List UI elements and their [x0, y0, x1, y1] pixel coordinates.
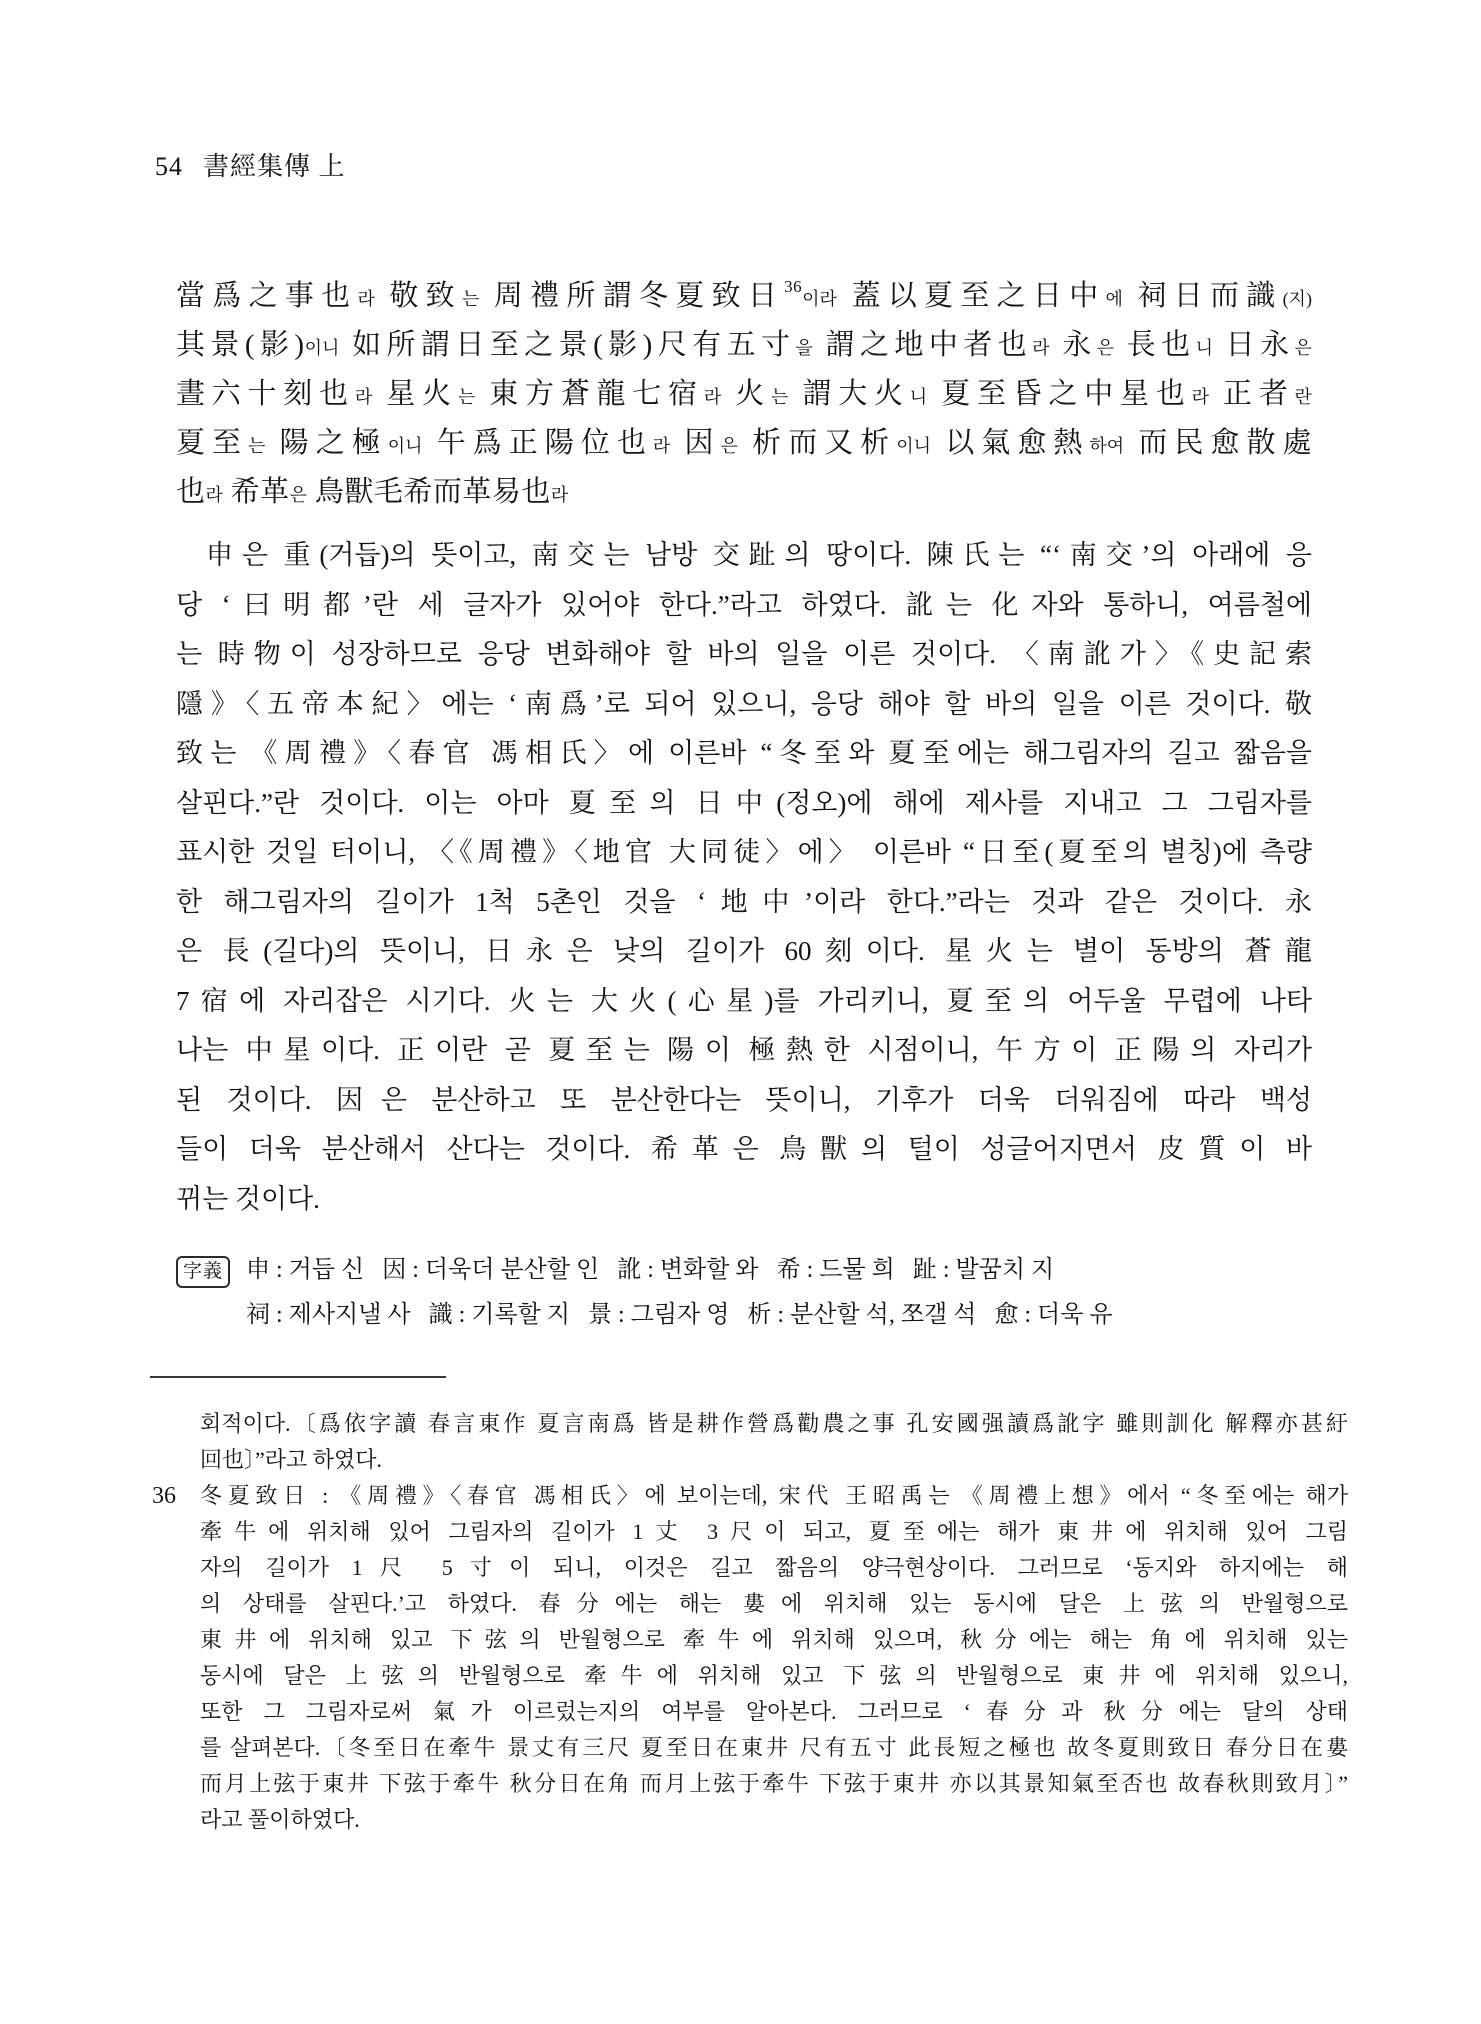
reading-annotation: 이니 — [387, 436, 423, 456]
reading-annotation: 는 — [771, 387, 789, 407]
glossary-label-box: 字義 — [176, 1256, 230, 1288]
footnote-number: 36 — [152, 1483, 176, 1509]
text-line: 회적이다.〔爲依字讀 春言東作 夏言南爲 皆是耕作營爲勸農之事 孔安國强讀爲訛字 雖則訓化 解釋亦甚紆 — [200, 1411, 1348, 1436]
text-line: 隱》〈五帝本紀〉에는 ‘南爲’로 되어 있으니, 응당 해야 할 바의 일을 이른 것이다. 敬 — [176, 688, 1312, 719]
reading-annotation: 니 — [1195, 338, 1213, 358]
reading-annotation: 하여 — [1089, 436, 1125, 456]
reading-annotation: 는 — [461, 289, 480, 309]
text-line: 夏至는 陽之極이니 午爲正陽位也라 因은 析而又析이니 以氣愈熱하여 而民愈散處 — [176, 427, 1312, 459]
footnote-continuation-block — [200, 1406, 1348, 1478]
text-line: 은 長(길다)의 뜻이니, 日永은 낮의 길이가 60刻이다. 星火는 별이 동방의 蒼龍 — [176, 936, 1312, 966]
footnote-36-text — [200, 1478, 1348, 1838]
text-line: 나는 中星이다. 正이란 곧 夏至는 陽이 極熱한 시점이니, 午方이 正陽의 자리가 — [176, 1035, 1312, 1065]
character-glossary-section — [176, 1248, 1316, 1338]
text-line: 의 상태를 살핀다.’고 하였다. 春分에는 해는 婁에 위치해 있는 동시에 달은 上弦의 반월형으로 — [200, 1591, 1348, 1616]
text-line: 표시한 것일 터이니, 〈《周禮》〈地官 大同徒〉에〉 이른바 “日至(夏至의 별칭)에 측량 — [176, 837, 1312, 867]
text-line: 또한 그 그림자로써 氣가 이르렀는지의 여부를 알아본다. 그러므로 ‘春分과 秋分에는 달의 상태 — [200, 1699, 1348, 1724]
reading-annotation: 라 — [354, 387, 373, 407]
reading-annotation: 은 — [720, 436, 738, 456]
book-title: 書經集傳 上 — [203, 152, 346, 181]
text-line: 는 時物이 성장하므로 응당 변화해야 할 바의 일을 이른 것이다. 〈南訛가〉《史記索 — [176, 639, 1312, 669]
reading-annotation: 은 — [289, 485, 308, 505]
reading-annotation: 란 — [1294, 387, 1312, 407]
footnote-ref: 36 — [784, 277, 803, 297]
footnote-separator-rule — [150, 1376, 446, 1378]
reading-annotation: 이니 — [896, 436, 932, 456]
text-line: 牽牛에 위치해 있어 그림자의 길이가 1丈 3尺이 되고, 夏至에는 해가 東井에 위치해 있어 그림 — [200, 1519, 1348, 1544]
text-line: 當爲之事也라 敬致는 周禮所謂冬夏致日$^{36}$이라 蓋以夏至之日中에 祠日而識(지) — [176, 277, 1312, 312]
reading-annotation: 이라 — [802, 289, 837, 309]
text-line: 당 ‘曰明都’란 세 글자가 있어야 한다.”라고 하였다. 訛는 化자와 통하니, 여름철에 — [176, 589, 1312, 620]
text-line: 回也〕”라고 하였다. — [200, 1447, 383, 1472]
text-line: 申은 重(거듭)의 뜻이고, 南交는 남방 交趾의 땅이다. 陳氏는 “‘南交’의 아래에 응 — [206, 540, 1312, 570]
reading-annotation: 에 — [1105, 289, 1123, 309]
footnote-36 — [152, 1478, 1348, 1838]
reading-annotation: 는 — [248, 436, 266, 456]
reading-annotation: 라 — [357, 289, 375, 309]
text-line: 동시에 달은 上弦의 반월형으로 牽牛에 위치해 있고 下弦의 반월형으로 東井에 위치해 있으니, — [200, 1663, 1348, 1688]
text-line: 된 것이다. 因은 분산하고 또 분산한다는 뜻이니, 기후가 더욱 더워짐에 따라 백성 — [176, 1084, 1312, 1115]
text-line: 살핀다.”란 것이다. 이는 아마 夏至의 日中(정오)에 해에 제사를 지내고 그 그림자를 — [176, 787, 1312, 818]
text-line: 를 살펴본다.〔冬至日在牽牛 景丈有三尺 夏至日在東井 尺有五寸 此長短之極也 故冬夏則致日 春分日在婁 — [200, 1735, 1348, 1760]
reading-annotation: 라 — [652, 436, 671, 456]
reading-annotation: 을 — [795, 338, 813, 358]
text-line: 也라 希革은 鳥獸毛希而革易也라 — [176, 476, 569, 508]
text-line: 7宿에 자리잡은 시기다. 火는 大火(心星)를 가리키니, 夏至의 어두울 무렵에 나타 — [176, 985, 1312, 1016]
text-line: 뀌는 것이다. — [176, 1183, 320, 1214]
glossary-entries — [246, 1248, 1113, 1338]
hanmun-commentary-block — [176, 272, 1312, 517]
text-line: 申 : 거듭 신 因 : 더욱더 분산할 인 訛 : 변화할 와 希 : 드물 희 趾 : 발꿈치 지 — [246, 1257, 1055, 1283]
reading-annotation: 은 — [1096, 338, 1115, 358]
korean-translation-block — [176, 531, 1312, 1224]
text-line: 東井에 위치해 있고 下弦의 반월형으로 牽牛에 위치해 있으며, 秋分에는 해는 角에 위치해 있는 — [200, 1627, 1348, 1652]
reading-annotation: 은 — [1294, 338, 1312, 358]
text-line: 冬夏致日 : 《周禮》〈春官 馮相氏〉에 보이는데, 宋代 王昭禹는 《周禮上想》에서 “冬至에는 해가 — [200, 1483, 1348, 1508]
reading-annotation: 니 — [909, 387, 928, 407]
text-line: 其景(影)이니 如所謂日至之景(影)尺有五寸을 謂之地中者也라 永은 長也니 日永은 — [176, 329, 1312, 361]
reading-annotation: (지) — [1282, 289, 1312, 309]
text-line: 한 해그림자의 길이가 1척 5촌인 것을 ‘地中’이라 한다.”라는 것과 같은 것이다. 永 — [176, 886, 1312, 917]
text-line: 자의 길이가 1尺 5寸이 되니, 이것은 길고 짧음의 양극현상이다. 그러므로 ‘동지와 하지에는 해 — [200, 1555, 1348, 1580]
text-line: 而月上弦于東井 下弦于牽牛 秋分日在角 而月上弦于牽牛 下弦于東井 亦以其景知氣至否也 故春秋則致月〕” — [200, 1771, 1348, 1796]
reading-annotation: 는 — [457, 387, 476, 407]
text-line: 들이 더욱 분산해서 산다는 것이다. 希革은 鳥獸의 털이 성글어지면서 皮質이 바 — [176, 1134, 1312, 1164]
reading-annotation: 이니 — [304, 338, 340, 358]
text-line: 祠 : 제사지낼 사 識 : 기록할 지 景 : 그림자 영 析 : 분산할 석, 쪼갤 석 愈 : 더욱 유 — [246, 1302, 1113, 1328]
reading-annotation: 라 — [205, 485, 223, 505]
text-line: 라고 풀이하였다. — [200, 1807, 360, 1832]
reading-annotation: 라 — [550, 485, 569, 505]
text-line: 致는 《周禮》〈春官 馮相氏〉에 이른바 “冬至와 夏至에는 해그림자의 길고 짧음을 — [176, 738, 1312, 768]
page-number: 54 — [155, 152, 183, 181]
text-line: 晝六十刻也라 星火는 東方蒼龍七宿라 火는 謂大火니 夏至昏之中星也라 正者란 — [176, 378, 1312, 410]
reading-annotation: 라 — [1191, 387, 1209, 407]
page-header — [155, 146, 346, 183]
reading-annotation: 라 — [703, 387, 722, 407]
reading-annotation: 라 — [1032, 338, 1050, 358]
